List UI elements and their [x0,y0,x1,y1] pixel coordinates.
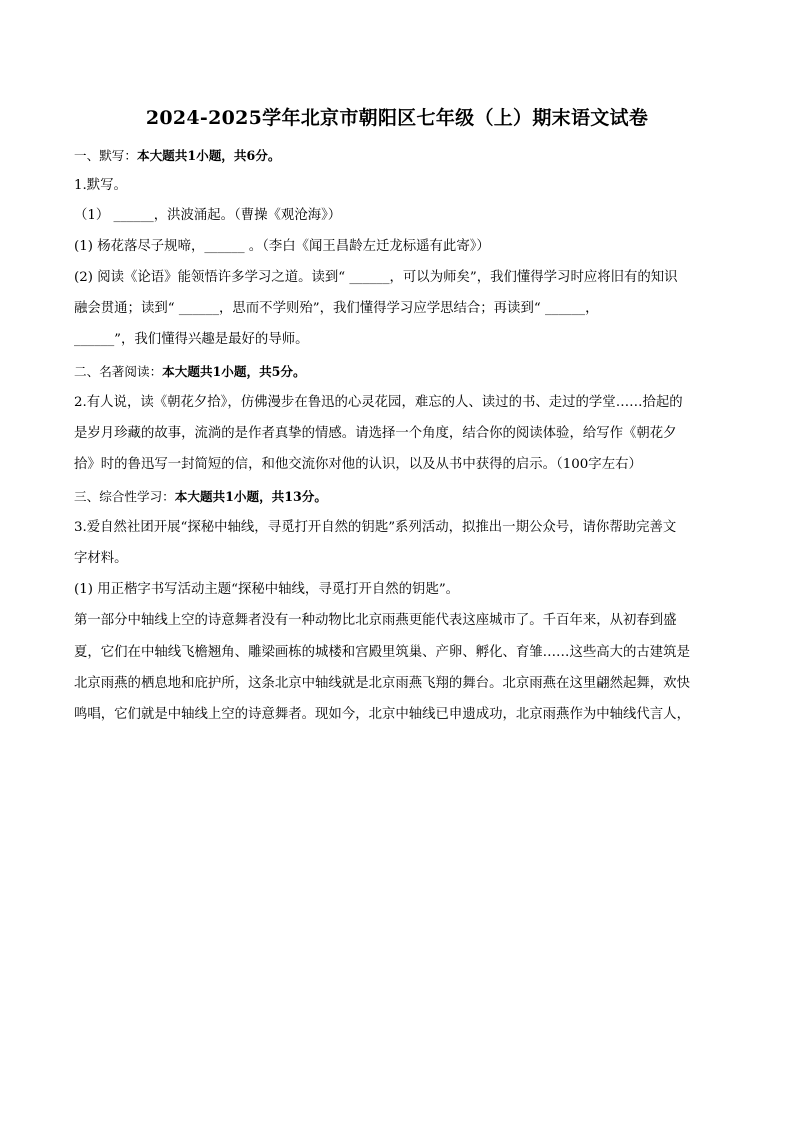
question-2-line: 2.有人说，读《朝花夕拾》，仿佛漫步在鲁迅的心灵花园，难忘的人、读过的书、走过的学堂……拾起的 [74,395,683,410]
section-heading-detail: 本大题共1小题，共5分。 [162,364,306,379]
question-3-passage-line: 鸣唱，它们就是中轴线上空的诗意舞者。现如今，北京中轴线已申遗成功，北京雨燕作为中轴线代言人， [74,707,690,722]
question-1-line: (2) 阅读《论语》能领悟许多学习之道。读到“ ______，可以为师矣”，我们懂得学习时应将旧有的知识 [74,270,678,285]
section-heading-detail: 本大题共1小题，共13分。 [174,489,327,504]
question-2-line: 是岁月珍藏的故事，流淌的是作者真挚的情感。请选择一个角度，结合你的阅读体验，给写作《朝花夕 [74,426,677,441]
question-1-line: 融会贯通；读到“ ______，思而不学则殆”，我们懂得学习应学思结合；再读到“ ______， [74,301,599,316]
page-title: 2024-2025学年北京市朝阳区七年级（上）期末语文试卷 [145,107,649,129]
question-3-passage-line: 北京雨燕的栖息地和庇护所，这条北京中轴线就是北京雨燕飞翔的舞台。北京雨燕在这里翩然起舞，欢快 [74,676,690,691]
question-2-line: 拾》时的鲁迅写一封简短的信，和他交流你对他的认识，以及从书中获得的启示。（100字左右） [74,457,642,472]
section-heading-prefix: 二、名著阅读： [74,364,163,379]
section-heading-prefix: 一、默写： [74,148,137,163]
section-heading-detail: 本大题共1小题，共6分。 [136,148,281,163]
question-1-stem: 1.默写。 [74,178,127,193]
question-3-passage-line: 第一部分中轴线上空的诗意舞者没有一种动物比北京雨燕更能代表这座城市了。千百年来，从初春到盛 [74,613,677,628]
question-3-line: (1) 用正楷字书写活动主题“探秘中轴线，寻觅打开自然的钥匙”。 [74,582,460,597]
section-heading-3 [74,487,724,507]
section-heading-prefix: 三、综合性学习： [74,489,175,504]
question-1-line: ______”，我们懂得兴趣是最好的导师。 [74,332,309,347]
question-1-line: （1） ______，洪波涌起。（曹操《观沧海》） [74,208,342,223]
question-3-line: 字材料。 [74,551,128,566]
section-heading-1 [74,146,724,166]
section-heading-2 [74,362,724,382]
question-3-line: 3.爱自然社团开展“探秘中轴线，寻觅打开自然的钥匙”系列活动，拟推出一期公众号，请你帮助完善文 [74,520,677,535]
question-3-passage-line: 夏，它们在中轴线飞檐翘角、雕梁画栋的城楼和宫殿里筑巢、产卵、孵化、育雏……这些高大的古建筑是 [74,645,690,660]
question-1-line: (1) 杨花落尽子规啼，______ 。（李白《闻王昌龄左迁龙标遥有此寄》） [74,239,490,254]
